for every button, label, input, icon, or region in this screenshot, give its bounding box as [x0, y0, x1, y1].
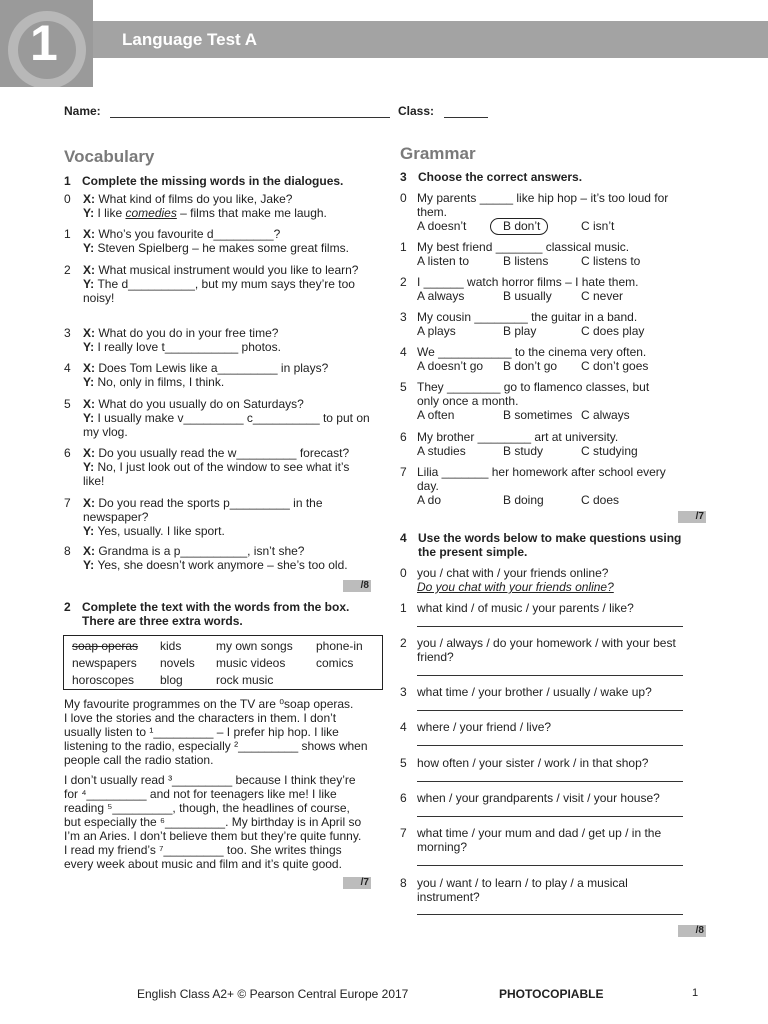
unit-number-badge: [0, 0, 93, 87]
speaker-x: X:: [83, 192, 99, 206]
dialogue-text: [83, 227, 373, 255]
speaker-y-line: [83, 558, 373, 572]
prompt: [417, 601, 707, 615]
option-c[interactable]: C does: [581, 493, 620, 507]
answer-line[interactable]: [417, 914, 683, 915]
unit-number: 1: [30, 15, 58, 71]
prompt-line: what time / your mum and dad / get up / in the: [417, 826, 662, 840]
question-line: I ______ watch horror films – I hate them.: [417, 275, 639, 289]
speaker-y-line: [83, 241, 373, 255]
speaker-x-text: What do you do in your free time?: [98, 326, 279, 340]
speaker-x-text: What do you usually do on Saturdays?: [98, 397, 304, 411]
text-line: I don’t usually read ³_________ because I think they’re: [64, 773, 356, 787]
option-c[interactable]: C isn’t: [581, 219, 615, 233]
dialogue-text: [83, 496, 373, 538]
dialogue-text: [83, 446, 373, 488]
speaker-y: Y:: [83, 340, 98, 354]
prompt-line: you / want / to learn / to play / a musical: [417, 876, 628, 890]
grammar-heading: Grammar: [400, 144, 476, 163]
speaker-y-text: I really love t___________ photos.: [97, 340, 281, 354]
speaker-x: X:: [83, 397, 99, 411]
text-paragraph-2: [64, 773, 374, 871]
question-line: We ___________ to the cinema very often.: [417, 345, 647, 359]
dialogue-text: [83, 397, 373, 439]
box-word: comics: [316, 656, 354, 670]
item-number: 3: [400, 310, 407, 324]
prompt: [417, 685, 707, 699]
question: [417, 240, 707, 254]
text-paragraph-1: [64, 697, 374, 767]
page-number: 1: [692, 987, 699, 999]
speaker-x-text: Do you usually read the w_________ forecast?: [98, 446, 350, 460]
dialogue-text: [83, 192, 373, 220]
speaker-y-text: The d__________, but my mum says they’re too noisy!: [83, 277, 355, 305]
speaker-x-line: [83, 544, 373, 558]
option-b[interactable]: B doing: [503, 493, 544, 507]
prompt: [417, 876, 707, 904]
option-c[interactable]: C studying: [581, 444, 638, 458]
answer-line[interactable]: [417, 745, 683, 746]
item-number: 6: [400, 791, 407, 805]
item-number: 5: [64, 397, 71, 411]
box-word: soap operas: [72, 639, 139, 653]
item-number: 4: [400, 345, 407, 359]
item-number: 5: [400, 380, 407, 394]
speaker-y-text: No, only in films, I think.: [97, 375, 225, 389]
item-number: 3: [400, 685, 407, 699]
dialogue-text: [83, 326, 373, 354]
prompt: [417, 756, 707, 770]
speaker-x: X:: [83, 544, 99, 558]
item-number: 2: [400, 275, 407, 289]
speaker-x-text: Does Tom Lewis like a_________ in plays?: [98, 361, 329, 375]
name-label: Name:: [64, 104, 101, 118]
question-line: day.: [417, 479, 439, 493]
option-b[interactable]: B don’t go: [503, 359, 558, 373]
speaker-x-line: [83, 192, 373, 206]
box-word: phone-in: [316, 639, 363, 653]
speaker-x-text: What musical instrument would you like to learn?: [98, 263, 359, 277]
text-line: I read my friend’s ⁷_________ too. She writes things: [64, 843, 342, 857]
option-b[interactable]: B study: [503, 444, 544, 458]
option-c[interactable]: C always: [581, 408, 630, 422]
item-number: 7: [400, 826, 407, 840]
speaker-y: Y:: [83, 277, 98, 291]
text-line: but especially the ⁶_________. My birthday is in April so: [64, 815, 362, 829]
text-line: people call the radio station.: [64, 753, 214, 767]
prompt-line: morning?: [417, 840, 468, 854]
exercise-1-score: /8: [343, 580, 371, 592]
option-c[interactable]: C don’t goes: [581, 359, 649, 373]
text-line: listening to the radio, especially ²_________ shows when: [64, 739, 368, 753]
prompt-line: how often / your sister / work / in that shop?: [417, 756, 649, 770]
text-line: My favourite programmes on the TV are ⁰soap operas.: [64, 697, 354, 711]
item-number: 8: [64, 544, 71, 558]
item-number: 5: [400, 756, 407, 770]
speaker-y-text: Steven Spielberg – he makes some great films.: [97, 241, 349, 255]
option-b[interactable]: B usually: [503, 289, 552, 303]
item-number: 0: [400, 191, 407, 205]
item-number: 0: [400, 566, 407, 580]
box-word: blog: [160, 673, 183, 687]
speaker-y-line: [83, 375, 373, 389]
question-line: My brother ________ art at university.: [417, 430, 619, 444]
prompt: [417, 636, 707, 664]
item-number: 3: [64, 326, 71, 340]
speaker-x-text: Grandma is a p__________, isn’t she?: [98, 544, 305, 558]
item-number: 4: [400, 720, 407, 734]
item-number: 6: [400, 430, 407, 444]
question: [417, 310, 707, 324]
speaker-y: Y:: [83, 524, 98, 538]
item-number: 1: [64, 227, 71, 241]
prompt-line: you / always / do your homework / with your best: [417, 636, 676, 650]
item-number: 1: [400, 601, 407, 615]
speaker-y-line: [83, 524, 373, 538]
speaker-x: X:: [83, 227, 99, 241]
option-b[interactable]: B don’t: [503, 219, 541, 233]
dialogue-text: [83, 263, 373, 305]
dialogue-text: [83, 361, 373, 389]
footer-photocopiable: PHOTOCOPIABLE: [499, 987, 604, 1001]
speaker-y-text: – films that make me laugh.: [176, 206, 327, 220]
exercise-1-instruction: 1 Complete the missing words in the dialogues.: [64, 174, 344, 188]
prompt-line: what kind / of music / your parents / like?: [417, 601, 634, 615]
speaker-y-line: [83, 206, 373, 220]
name-field[interactable]: [110, 117, 390, 118]
speaker-y-line: [83, 411, 373, 439]
exercise-3-score: /7: [678, 511, 706, 523]
speaker-x: X:: [83, 263, 99, 277]
exercise-4-score: /8: [678, 925, 706, 937]
exercise-2-instruction: 2 Complete the text with the words from the box. There are three extra words.: [64, 600, 350, 628]
question-line: My cousin ________ the guitar in a band.: [417, 310, 638, 324]
example-prompt: you / chat with / your friends online?: [417, 566, 609, 580]
question: [417, 275, 707, 289]
question: [417, 430, 707, 444]
speaker-x-line: [83, 263, 373, 277]
speaker-y-text: I usually make v_________ c__________ to put on my vlog.: [83, 411, 370, 439]
item-number: 2: [400, 636, 407, 650]
example-answer: Do you chat with your friends online?: [417, 580, 614, 594]
speaker-x: X:: [83, 496, 99, 510]
box-word: rock music: [216, 673, 274, 687]
box-word: horoscopes: [72, 673, 135, 687]
option-a[interactable]: A doesn’t go: [417, 359, 484, 373]
exercise-4-instruction: 4 Use the words below to make questions using the present simple.: [400, 531, 682, 559]
question-line: My best friend _______ classical music.: [417, 240, 630, 254]
vocabulary-heading: Vocabulary: [64, 147, 155, 166]
answer-line[interactable]: [417, 710, 683, 711]
speaker-x-text: Who’s you favourite d_________?: [98, 227, 281, 241]
option-a[interactable]: A doesn’t: [417, 219, 467, 233]
box-word: newspapers: [72, 656, 137, 670]
option-a[interactable]: A do: [417, 493, 442, 507]
speaker-x: X:: [83, 446, 99, 460]
speaker-y: Y:: [83, 558, 98, 572]
answer-line[interactable]: [417, 781, 683, 782]
option-a[interactable]: A plays: [417, 324, 456, 338]
speaker-x-line: [83, 227, 373, 241]
speaker-x-line: [83, 446, 373, 460]
speaker-y: Y:: [83, 206, 98, 220]
speaker-y-text: Yes, she doesn’t work anymore – she’s too old.: [97, 558, 348, 572]
answer-line[interactable]: [417, 626, 683, 627]
prompt-line: instrument?: [417, 890, 480, 904]
speaker-y: Y:: [83, 411, 98, 425]
speaker-x-line: [83, 326, 373, 340]
prompt: [417, 720, 707, 734]
question: [417, 191, 707, 219]
speaker-x-line: [83, 496, 373, 524]
speaker-x: X:: [83, 361, 99, 375]
box-word: novels: [160, 656, 195, 670]
box-word: music videos: [216, 656, 286, 670]
dialogue-text: [83, 544, 373, 572]
speaker-y-line: [83, 340, 373, 354]
prompt-line: where / your friend / live?: [417, 720, 552, 734]
item-number: 7: [64, 496, 71, 510]
option-c[interactable]: C listens to: [581, 254, 641, 268]
prompt-line: when / your grandparents / visit / your house?: [417, 791, 660, 805]
item-number: 2: [64, 263, 71, 277]
question-line: They ________ go to flamenco classes, but: [417, 380, 650, 394]
item-number: 8: [400, 876, 407, 890]
text-line: reading ⁵_________, though, the headlines of course,: [64, 801, 350, 815]
speaker-x-text: Do you read the sports p_________ in the newspaper?: [83, 496, 323, 524]
question-line: My parents _____ like hip hop – it’s too loud for: [417, 191, 669, 205]
prompt-line: friend?: [417, 650, 454, 664]
option-a[interactable]: A often: [417, 408, 455, 422]
question-line: Lilia _______ her homework after school every: [417, 465, 666, 479]
speaker-x-text: What kind of films do you like, Jake?: [98, 192, 293, 206]
speaker-y-line: [83, 277, 373, 305]
item-number: 1: [400, 240, 407, 254]
option-a[interactable]: A listen to: [417, 254, 470, 268]
class-field[interactable]: [444, 117, 488, 118]
option-a[interactable]: A always: [417, 289, 465, 303]
answer-line[interactable]: [417, 865, 683, 866]
answer-line[interactable]: [417, 675, 683, 676]
question-line: them.: [417, 205, 448, 219]
page-title: Language Test A: [122, 30, 258, 49]
box-word: kids: [160, 639, 182, 653]
exercise-3-instruction: 3 Choose the correct answers.: [400, 170, 583, 184]
speaker-y-text: Yes, usually. I like sport.: [97, 524, 225, 538]
question: [417, 465, 707, 493]
item-number: 7: [400, 465, 407, 479]
option-c[interactable]: C does play: [581, 324, 645, 338]
prompt: [417, 791, 707, 805]
example-answer: comedies: [125, 206, 177, 220]
answer-line[interactable]: [417, 816, 683, 817]
question: [417, 380, 707, 408]
footer-copyright: English Class A2+ © Pearson Central Europe 2017: [137, 987, 409, 1001]
prompt: [417, 826, 707, 854]
box-word: my own songs: [216, 639, 293, 653]
speaker-y-text: No, I just look out of the window to see what it’s like!: [83, 460, 350, 488]
option-c[interactable]: C never: [581, 289, 624, 303]
option-a[interactable]: A studies: [417, 444, 466, 458]
item-number: 6: [64, 446, 71, 460]
speaker-y: Y:: [83, 460, 98, 474]
speaker-y-line: [83, 460, 373, 488]
option-b[interactable]: B listens: [503, 254, 549, 268]
item-number: 0: [64, 192, 71, 206]
speaker-y: Y:: [83, 241, 98, 255]
speaker-x: X:: [83, 326, 99, 340]
item-number: 4: [64, 361, 71, 375]
prompt-line: what time / your brother / usually / wake up?: [417, 685, 652, 699]
speaker-x-line: [83, 361, 373, 375]
question: [417, 345, 707, 359]
text-line: I love the stories and the characters in them. I don’t: [64, 711, 337, 725]
speaker-y: Y:: [83, 375, 98, 389]
option-b[interactable]: B play: [503, 324, 537, 338]
text-line: usually listen to ¹_________ – I prefer hip hop. I like: [64, 725, 339, 739]
speaker-x-line: [83, 397, 373, 411]
option-b[interactable]: B sometimes: [503, 408, 573, 422]
text-line: for ⁴_________ and not for teenagers like me! I like: [64, 787, 337, 801]
exercise-2-score: /7: [343, 877, 371, 889]
class-label: Class:: [398, 104, 435, 118]
speaker-y-text: I like: [97, 206, 126, 220]
text-line: I’m an Aries. I don’t believe them but they’re quite funny.: [64, 829, 362, 843]
question-line: only once a month.: [417, 394, 519, 408]
text-line: every week about music and film and it’s quite good.: [64, 857, 342, 871]
